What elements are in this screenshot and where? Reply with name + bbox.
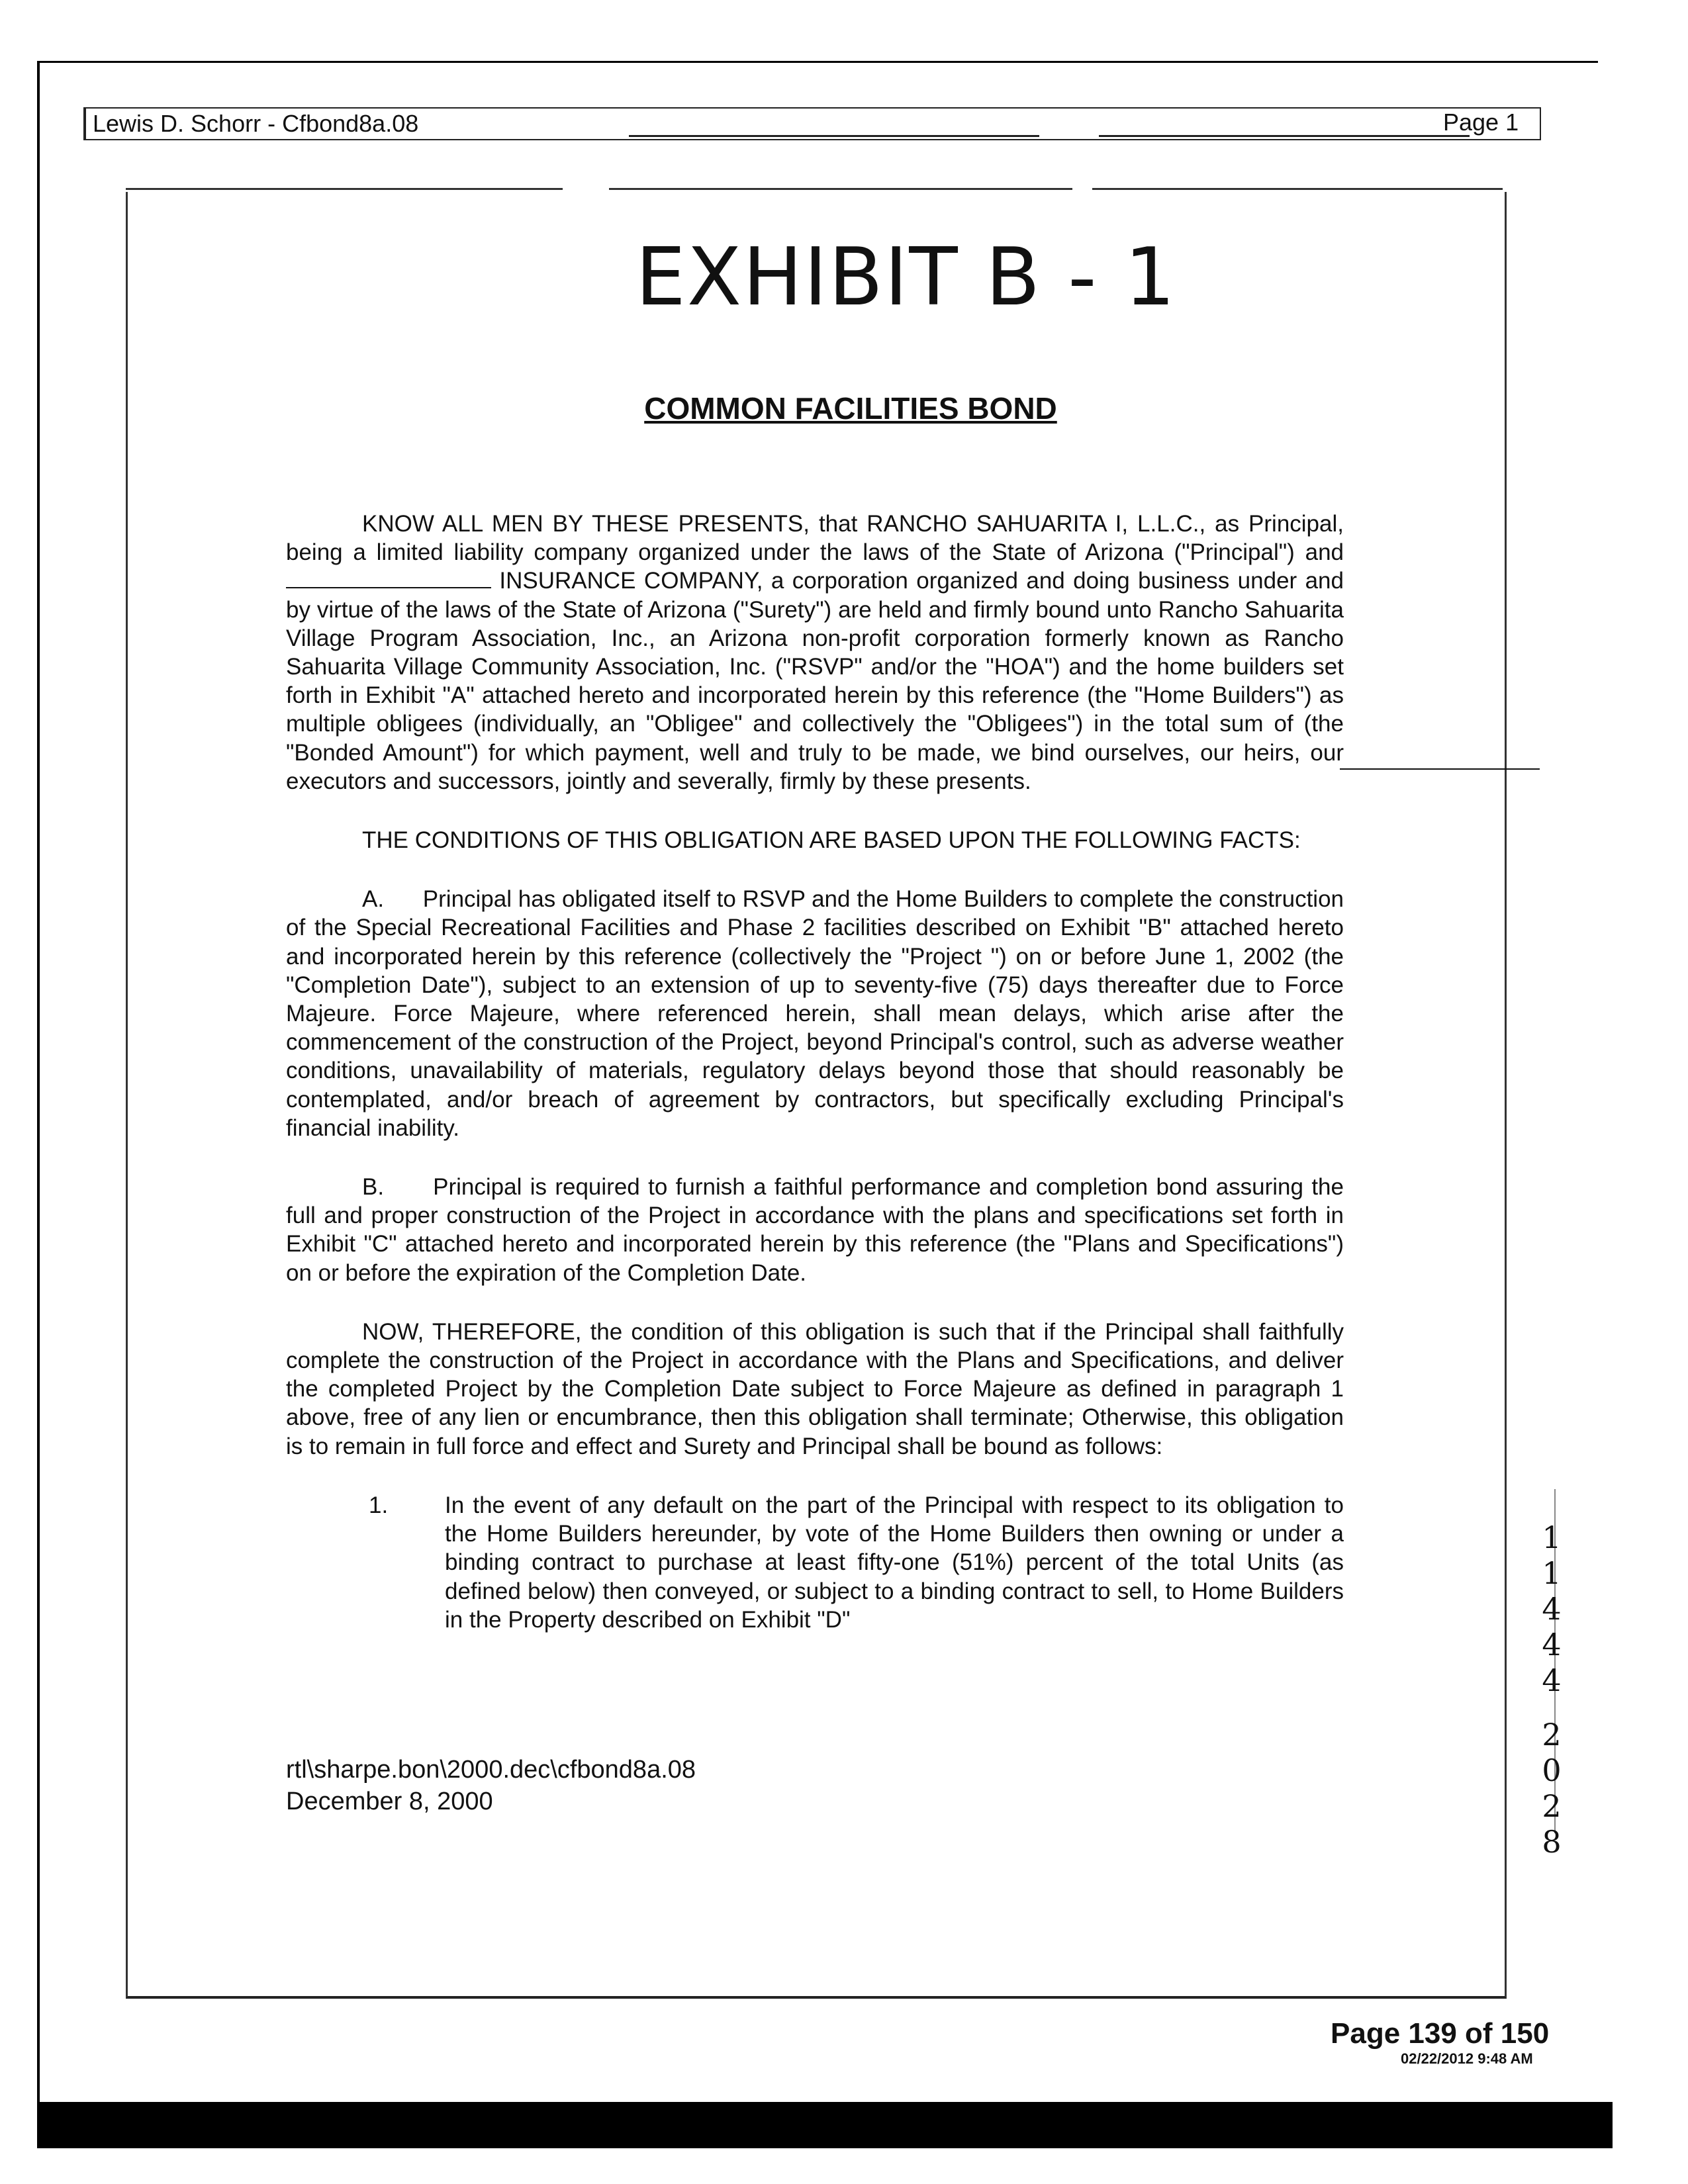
stamp-digit: 1 (1542, 1555, 1562, 1591)
stamp-digit: 0 (1542, 1752, 1562, 1788)
stamp-digit: 2 (1542, 1717, 1562, 1752)
frame-top-rule (126, 188, 563, 190)
frame-top-rule (1092, 188, 1503, 190)
paragraph-conditions: THE CONDITIONS OF THIS OBLIGATION ARE BASED UPON THE FOLLOWING FACTS: (362, 827, 1301, 854)
document-body (286, 510, 1350, 1634)
list-item-text: In the event of any default on the part of the Principal with respect to its obligation to the Home Builders hereunder, by vote of the Home Builders then owning or under a binding contract to purchase at least fifty-one (51%) percent of the total Units (as defined below) then conveyed, or subject to a binding contract to sell, to Home Builders in the Property described on Exhibit "D" (445, 1492, 1344, 1633)
page-number: Page 139 of 150 (1331, 2017, 1550, 2050)
stamp-digit: 4 (1542, 1627, 1562, 1662)
stamp-digit: 4 (1542, 1662, 1562, 1698)
scan-border-top (37, 61, 1598, 63)
document-date: December 8, 2000 (286, 1788, 493, 1815)
scan-border-bottom (37, 2102, 1613, 2148)
header-rule (1099, 135, 1470, 137)
file-path: rtl\sharpe.bon\2000.dec\cfbond8a.08 (286, 1756, 696, 1784)
header-rule (629, 135, 1039, 137)
frame-top-rule (609, 188, 1072, 190)
document-title: COMMON FACILITIES BOND (644, 391, 1057, 426)
stamp-digit: 1 (1542, 1520, 1562, 1555)
list-item-number: 1. (369, 1492, 389, 1518)
header-page-label: Page 1 (1443, 109, 1519, 136)
header-document-name: Lewis D. Schorr - Cfbond8a.08 (93, 110, 419, 137)
paragraph-now-therefore: NOW, THEREFORE, the condition of this obligation is such that if the Principal shall faithfully complete the construction of the Project in accordance with the Plans and Specifications, and deliver the completed Project by the Completion Date subject to Force Majeure as defined in paragraph 1 above, free of any lien or encumbrance, then this obligation shall terminate; Otherwise, this obligation is to remain in full force and effect and Surety and Principal shall be bound as follows: (286, 1318, 1344, 1459)
paragraph-b: B. Principal is required to furnish a faithful performance and completion bond assuring the full and proper construction of the Project in accordance with the plans and specifications set forth in Exhibit "C" attached hereto and incorporated herein by this reference (the "Plans and Specifications") on or before the expiration of the Completion Date. (286, 1174, 1350, 1286)
stamp-digit: 8 (1542, 1824, 1562, 1860)
file-reference (286, 1754, 696, 1817)
paragraph-text: KNOW ALL MEN BY THESE PRESENTS, that RANCHO SAHUARITA I, L.L.C., as Principal, being a limited liability company organized under the laws of the State of Arizona ("Principal") and (286, 511, 1344, 566)
blank-bonded-amount (1340, 768, 1540, 770)
scan-border-left (37, 61, 40, 2124)
recording-stamp (1533, 1520, 1570, 1860)
stamp-digit: 4 (1542, 1591, 1562, 1627)
exhibit-label: EXHIBIT B - 1 (635, 232, 1177, 324)
paragraph-a: A. Principal has obligated itself to RSVP and the Home Builders to complete the construction of the Special Recreational Facilities and Phase 2 facilities described on Exhibit "B" attached hereto and incorporated herein by this reference (collectively the "Project ") on or before June 1, 2002 (the "Completion Date"), subject to an extension of up to seventy-five (75) days thereafter due to Force Majeure. Force Majeure, where referenced herein, shall mean delays, which arise after the commencement of the construction of the Project, beyond Principal's control, such as adverse weather conditions, unavailability of materials, regulatory delays beyond those that should reasonably be contemplated, and/or breach of agreement by contractors, but specifically excluding Principal's financial inability. (286, 886, 1350, 1141)
stamp-digit: 2 (1542, 1788, 1562, 1824)
blank-surety-name (286, 567, 491, 588)
print-timestamp: 02/22/2012 9:48 AM (1401, 2050, 1533, 2067)
paragraph-parties (286, 510, 1344, 796)
paragraph-text: INSURANCE COMPANY, a corporation organized and doing business under and by virtue of the laws of the State of Arizona ("Surety") are held and firmly bound unto Rancho Sahuarita Village Program Association, Inc., an Arizona non-profit corporation formerly known as Rancho Sahuarita Village Community Association, Inc. ("RSVP" and/or the "HOA") and the home builders set forth in Exhibit "A" attached hereto and incorporated herein by this reference (the "Home Builders") as multiple obligees (individually, an "Obligee" and collectively the "Obligees") in the total sum of (the "Bonded Amount") for which payment, well and truly to be made, we bind ourselves, our heirs, our executors and successors, jointly and severally, firmly by these presents. (286, 568, 1344, 794)
list-item (286, 1491, 1344, 1634)
